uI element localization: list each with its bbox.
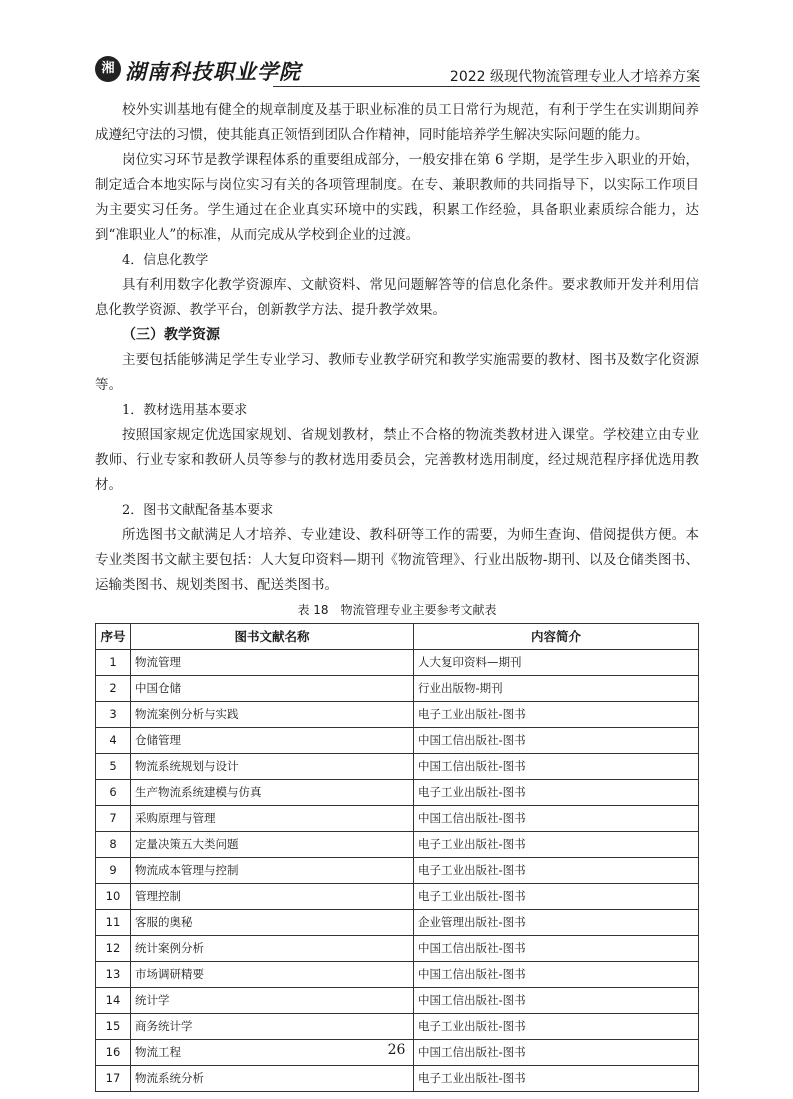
table-row <box>96 1066 699 1092</box>
table-row <box>96 780 699 806</box>
cell-intro: 企业管理出版社-图书 <box>414 910 699 936</box>
table-body <box>96 650 699 1092</box>
document-title: 2022 级现代物流管理专业人才培养方案 <box>449 69 700 85</box>
table-row <box>96 884 699 910</box>
cell-name: 物流成本管理与控制 <box>131 858 414 884</box>
cell-intro: 中国工信出版社-图书 <box>414 728 699 754</box>
table-header-row <box>96 624 699 650</box>
cell-name: 统计学 <box>131 988 414 1014</box>
cell-num: 6 <box>96 780 131 806</box>
column-header-num: 序号 <box>96 624 131 650</box>
table-row <box>96 988 699 1014</box>
paragraph: 校外实训基地有健全的规章制度及基于职业标准的员工日常行为规范，有利于学生在实训期间养成遵纪守法的习惯，使其能真正领悟到团队合作精神，同时能培养学生解决实际问题的能力。 <box>95 102 699 143</box>
table-row <box>96 832 699 858</box>
paragraph: 所选图书文献满足人才培养、专业建设、教科研等工作的需要，为师生查询、借阅提供方便。本专业类图书文献主要包括：人大复印资料—期刊《物流管理》、行业出版物-期刊、以及仓储类图书、运输类图书、规划类图书、配送类图书。 <box>95 527 699 593</box>
cell-name: 商务统计学 <box>131 1014 414 1040</box>
page-number: 26 <box>387 1042 406 1058</box>
cell-num: 7 <box>96 806 131 832</box>
cell-num: 16 <box>96 1040 131 1066</box>
cell-intro: 中国工信出版社-图书 <box>414 988 699 1014</box>
cell-num: 10 <box>96 884 131 910</box>
section-heading: 4．信息化教学 <box>122 253 209 268</box>
cell-name: 定量决策五大类问题 <box>131 832 414 858</box>
table-row <box>96 806 699 832</box>
table-row <box>96 936 699 962</box>
table-row <box>96 650 699 676</box>
cell-intro: 中国工信出版社-图书 <box>414 806 699 832</box>
table-row <box>96 702 699 728</box>
cell-num: 11 <box>96 910 131 936</box>
page-body <box>95 98 699 1092</box>
cell-num: 9 <box>96 858 131 884</box>
paragraph: 按照国家规定优选国家规划、省规划教材，禁止不合格的物流类教材进入课堂。学校建立由专业教师、行业专家和教研人员等参与的教材选用委员会，完善教材选用制度，经过规范程序择优选用教材。 <box>95 427 699 493</box>
cell-intro: 电子工业出版社-图书 <box>414 832 699 858</box>
cell-name: 物流系统分析 <box>131 1066 414 1092</box>
cell-num: 3 <box>96 702 131 728</box>
cell-name: 物流系统规划与设计 <box>131 754 414 780</box>
column-header-name: 图书文献名称 <box>131 624 414 650</box>
cell-intro: 中国工信出版社-图书 <box>414 962 699 988</box>
paragraph: 岗位实习环节是教学课程体系的重要组成部分，一般安排在第 6 学期，是学生步入职业的开始，制定适合本地实际与岗位实习有关的各项管理制度。在专、兼职教师的共同指导下，以实际工作项目为主要实习任务。学生通过在企业真实环境中的实践，积累工作经验，具备职业素质综合能力，达到“准职业人”的标准，从而完成从学校到企业的过渡。 <box>95 152 699 243</box>
cell-intro: 电子工业出版社-图书 <box>414 884 699 910</box>
cell-intro: 电子工业出版社-图书 <box>414 1066 699 1092</box>
cell-name: 客服的奥秘 <box>131 910 414 936</box>
section-heading: 1．教材选用基本要求 <box>122 403 248 418</box>
table-row <box>96 910 699 936</box>
table-row <box>96 728 699 754</box>
column-header-intro: 内容简介 <box>414 624 699 650</box>
cell-name: 采购原理与管理 <box>131 806 414 832</box>
table-caption: 表 18 物流管理专业主要参考文献表 <box>297 603 497 617</box>
cell-intro: 电子工业出版社-图书 <box>414 1014 699 1040</box>
cell-num: 8 <box>96 832 131 858</box>
page-header <box>95 52 700 88</box>
cell-intro: 中国工信出版社-图书 <box>414 1040 699 1066</box>
cell-name: 统计案例分析 <box>131 936 414 962</box>
cell-intro: 中国工信出版社-图书 <box>414 936 699 962</box>
reference-table <box>95 623 699 1092</box>
cell-intro: 电子工业出版社-图书 <box>414 858 699 884</box>
cell-num: 13 <box>96 962 131 988</box>
table-row <box>96 754 699 780</box>
paragraph: 具有利用数字化教学资源库、文献资料、常见问题解答等的信息化条件。要求教师开发并利用信息化教学资源、教学平台，创新教学方法、提升教学效果。 <box>95 277 699 318</box>
paragraph: 主要包括能够满足学生专业学习、教师专业教学研究和教学实施需要的教材、图书及数字化资源等。 <box>95 352 699 393</box>
section-heading: 2．图书文献配备基本要求 <box>122 503 274 518</box>
cell-num: 4 <box>96 728 131 754</box>
cell-intro: 行业出版物-期刊 <box>414 676 699 702</box>
cell-intro: 中国工信出版社-图书 <box>414 754 699 780</box>
cell-name: 仓储管理 <box>131 728 414 754</box>
table-row <box>96 962 699 988</box>
table-row <box>96 676 699 702</box>
cell-num: 12 <box>96 936 131 962</box>
section-heading: （三）教学资源 <box>122 327 220 343</box>
cell-num: 5 <box>96 754 131 780</box>
table-row <box>96 1014 699 1040</box>
school-name: 湖南科技职业学院 <box>125 59 301 84</box>
cell-intro: 人大复印资料—期刊 <box>414 650 699 676</box>
cell-num: 17 <box>96 1066 131 1092</box>
school-logo-icon: 湘 <box>95 56 121 82</box>
cell-num: 2 <box>96 676 131 702</box>
cell-num: 14 <box>96 988 131 1014</box>
cell-name: 市场调研精要 <box>131 962 414 988</box>
cell-intro: 电子工业出版社-图书 <box>414 702 699 728</box>
table-row <box>96 858 699 884</box>
cell-name: 物流工程 <box>131 1040 414 1066</box>
header-divider <box>273 86 700 87</box>
cell-name: 管理控制 <box>131 884 414 910</box>
cell-name: 物流案例分析与实践 <box>131 702 414 728</box>
cell-name: 物流管理 <box>131 650 414 676</box>
cell-name: 中国仓储 <box>131 676 414 702</box>
cell-num: 1 <box>96 650 131 676</box>
cell-num: 15 <box>96 1014 131 1040</box>
cell-intro: 电子工业出版社-图书 <box>414 780 699 806</box>
cell-name: 生产物流系统建模与仿真 <box>131 780 414 806</box>
